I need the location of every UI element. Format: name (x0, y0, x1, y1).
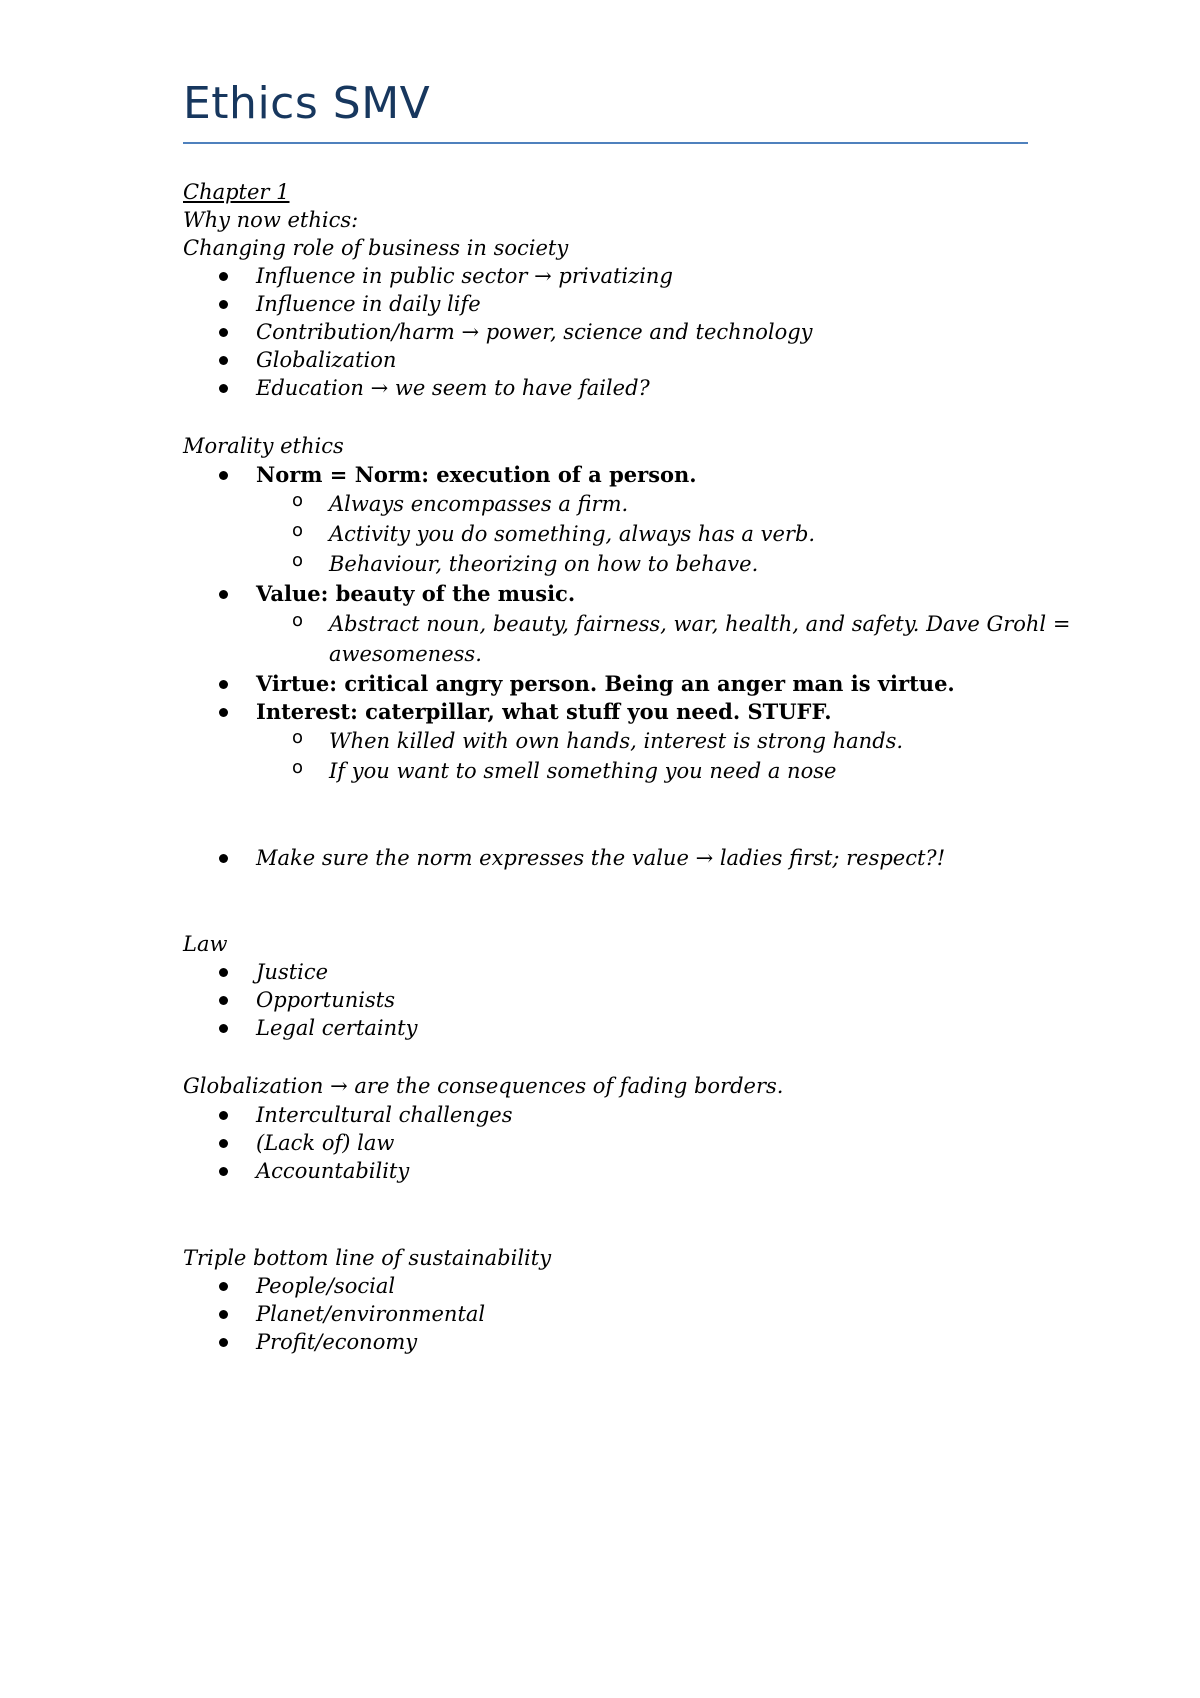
sub-bullet-circle: o (292, 520, 304, 541)
law-heading: Law (183, 932, 228, 956)
bullet-dot (219, 708, 228, 717)
chapter-heading: Chapter 1 (183, 180, 290, 204)
title-rule (183, 142, 1028, 144)
tbl-item: Profit/economy (256, 1330, 418, 1354)
bullet-dot (219, 1139, 228, 1148)
globalization-item: Accountability (256, 1159, 410, 1183)
morality-heading: Morality ethics (183, 434, 344, 458)
value-item: Value: beauty of the music. (256, 581, 576, 606)
globalization-item: Intercultural challenges (256, 1103, 513, 1127)
sub-bullet-circle: o (292, 610, 304, 631)
make-sure-item: Make sure the norm expresses the value → ladies first; respect?! (256, 846, 946, 870)
role-item: Influence in daily life (256, 292, 481, 316)
bullet-dot (219, 356, 228, 365)
document-title: Ethics SMV (183, 78, 431, 129)
norm-sub-item: Behaviour, theorizing on how to behave. (329, 552, 759, 576)
law-item: Opportunists (256, 988, 395, 1012)
bullet-dot (219, 680, 228, 689)
interest-sub-item: When killed with own hands, interest is strong hands. (329, 729, 904, 753)
bullet-dot (219, 1111, 228, 1120)
sub-bullet-circle: o (292, 490, 304, 511)
norm-sub-item: Activity you do something, always has a verb. (329, 522, 816, 546)
sub-bullet-circle: o (292, 727, 304, 748)
norm-sub-item: Always encompasses a firm. (329, 492, 629, 516)
tbl-item: Planet/environmental (256, 1302, 486, 1326)
law-item: Legal certainty (256, 1016, 418, 1040)
globalization-item: (Lack of) law (256, 1131, 395, 1155)
sub-bullet-circle: o (292, 550, 304, 571)
bullet-dot (219, 1310, 228, 1319)
bullet-dot (219, 1024, 228, 1033)
bullet-dot (219, 272, 228, 281)
bullet-dot (219, 590, 228, 599)
sub-bullet-circle: o (292, 757, 304, 778)
virtue-item: Virtue: critical angry person. Being an anger man is virtue. (256, 671, 955, 696)
changing-role-line: Changing role of business in society (183, 236, 569, 260)
tbl-item: People/social (256, 1274, 396, 1298)
role-item: Globalization (256, 348, 397, 372)
tbl-heading: Triple bottom line of sustainability (183, 1246, 552, 1270)
interest-item: Interest: caterpillar, what stuff you need. STUFF. (256, 699, 832, 724)
bullet-dot (219, 854, 228, 863)
value-sub-item-line1: Abstract noun, beauty, fairness, war, health, and safety. Dave Grohl = (329, 612, 1071, 636)
bullet-dot (219, 1167, 228, 1176)
globalization-heading: Globalization → are the consequences of fading borders. (183, 1074, 784, 1098)
role-item: Education → we seem to have failed? (256, 376, 650, 400)
bullet-dot (219, 328, 228, 337)
norm-item: Norm = Norm: execution of a person. (256, 462, 697, 487)
bullet-dot (219, 1338, 228, 1347)
value-sub-item-line2: awesomeness. (329, 642, 482, 666)
bullet-dot (219, 968, 228, 977)
interest-sub-item: If you want to smell something you need a nose (329, 759, 837, 783)
bullet-dot (219, 471, 228, 480)
law-item: Justice (256, 960, 329, 984)
bullet-dot (219, 384, 228, 393)
bullet-dot (219, 300, 228, 309)
bullet-dot (219, 996, 228, 1005)
bullet-dot (219, 1282, 228, 1291)
role-item: Contribution/harm → power, science and technology (256, 320, 813, 344)
role-item: Influence in public sector → privatizing (256, 264, 673, 288)
why-now-line: Why now ethics: (183, 208, 359, 232)
